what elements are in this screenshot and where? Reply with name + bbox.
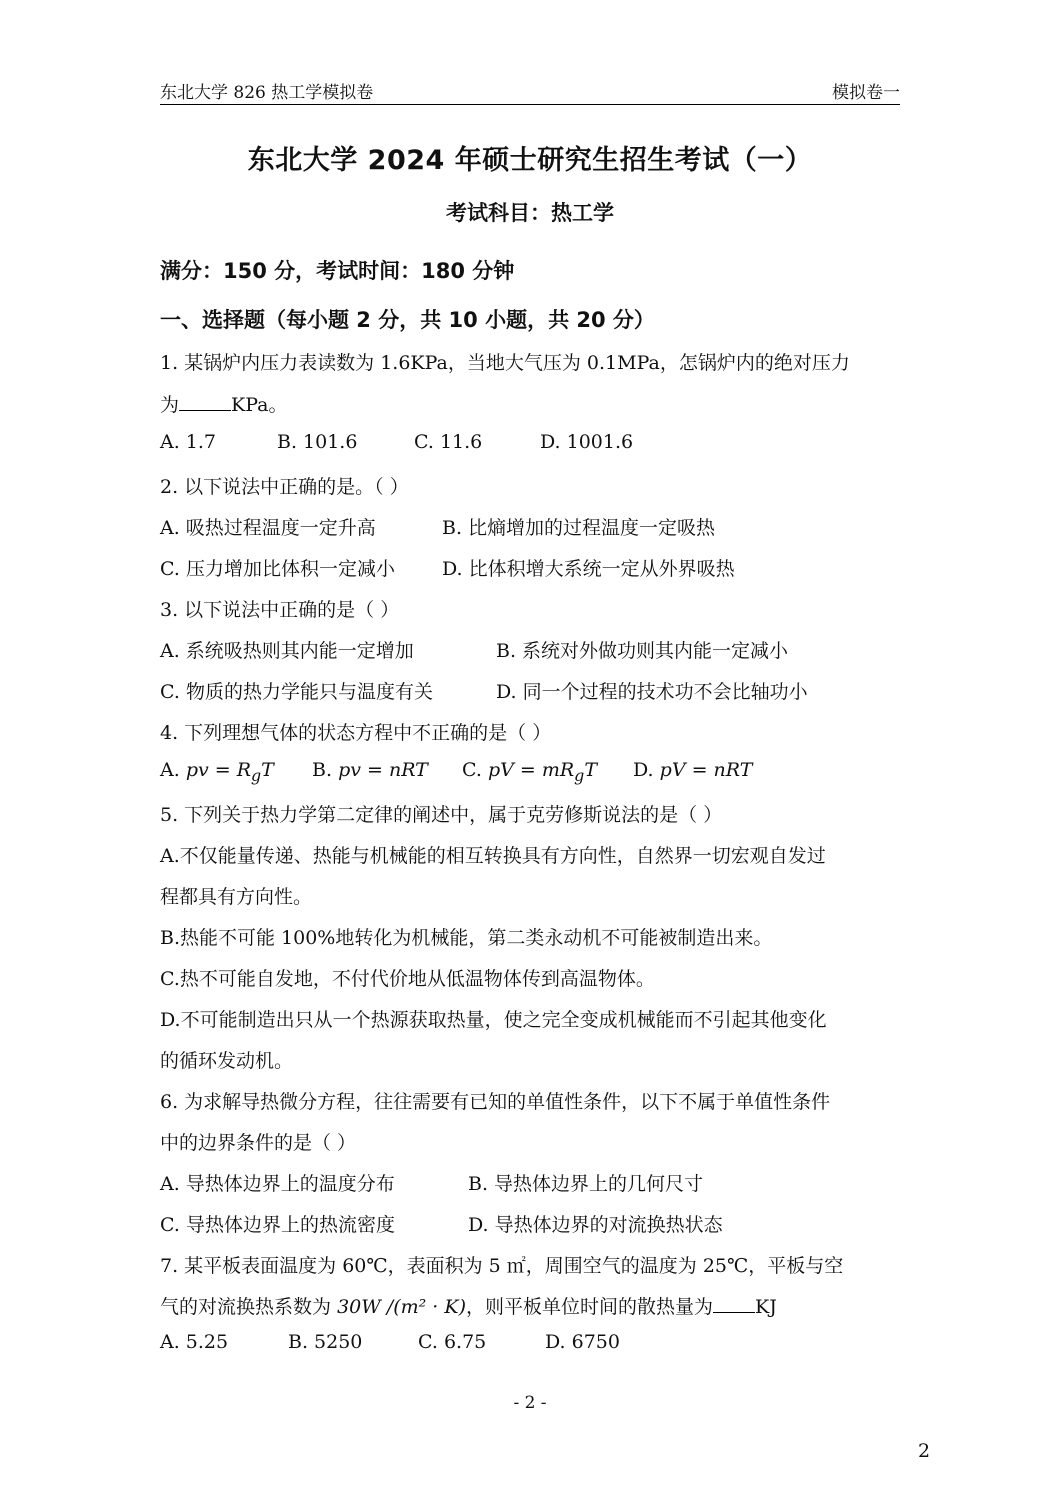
q1-stem-line2 (160, 390, 287, 417)
page-number: 2 (918, 1440, 931, 1462)
q7-option-a: A. 5.25 (160, 1331, 229, 1353)
q5-option-d-line2: 的循环发动机。 (160, 1050, 294, 1072)
q5-option-a-line2: 程都具有方向性。 (160, 886, 313, 908)
q6-option-c: C. 导热体边界上的热流密度 (160, 1214, 395, 1236)
q7-option-c: C. 6.75 (418, 1331, 487, 1353)
q7-stem-line1: 7. 某平板表面温度为 60℃，表面积为 5 ㎡，周围空气的温度为 25℃，平板与空 (160, 1255, 844, 1277)
q3-stem: 3. 以下说法中正确的是（ ） (160, 599, 400, 621)
q2-option-a: A. 吸热过程温度一定升高 (160, 517, 376, 539)
page-footer: - 2 - (513, 1393, 547, 1413)
exam-title: 东北大学 2024 年硕士研究生招生考试（一） (247, 145, 813, 176)
q4-stem: 4. 下列理想气体的状态方程中不正确的是（ ） (160, 722, 552, 744)
score-time: 满分：150 分，考试时间：180 分钟 (160, 259, 515, 283)
page-header (160, 76, 900, 105)
q4-option-c-tail: T (584, 759, 597, 781)
q7-answer-blank (713, 1294, 755, 1313)
q6-option-b: B. 导热体边界上的几何尺寸 (468, 1173, 704, 1195)
q1-option-c: C. 11.6 (414, 431, 483, 453)
q4-option-b: B. pv = nRT (312, 759, 428, 781)
q7-option-d: D. 6750 (545, 1331, 620, 1353)
q4-option-a-tail: T (261, 759, 274, 781)
q7-unit-formula: 30W /(m² · K) (337, 1296, 466, 1318)
q1-option-a: A. 1.7 (160, 431, 217, 453)
q4-option-b-lhs: pv (338, 759, 361, 781)
q7-stem-post: KJ (755, 1296, 777, 1318)
q7-option-b: B. 5250 (288, 1331, 363, 1353)
q1-stem-post: KPa。 (231, 394, 288, 416)
q4-option-c-label: C. (462, 759, 482, 781)
q5-stem: 5. 下列关于热力学第二定律的阐述中，属于克劳修斯说法的是（ ） (160, 804, 723, 826)
q7-stem-line2 (160, 1292, 777, 1319)
q3-option-b: B. 系统对外做功则其内能一定减小 (496, 640, 789, 662)
q4-option-d-rhs: nRT (713, 759, 753, 781)
q1-option-b: B. 101.6 (277, 431, 358, 453)
q2-option-d: D. 比体积增大系统一定从外界吸热 (442, 558, 735, 580)
q7-stem-pre: 气的对流换热系数为 (160, 1296, 332, 1318)
q1-stem-line1: 1. 某锅炉内压力表读数为 1.6KPa，当地大气压为 0.1MPa，怎锅炉内的绝对压力 (160, 352, 850, 374)
header-left: 东北大学 826 热工学模拟卷 (160, 83, 374, 103)
q4-option-c-rhs: mR (541, 759, 575, 781)
q3-option-d: D. 同一个过程的技术功不会比轴功小 (496, 681, 808, 703)
q6-stem-line2: 中的边界条件的是（ ） (160, 1132, 357, 1154)
section-heading: 一、选择题（每小题 2 分，共 10 小题，共 20 分） (160, 308, 655, 332)
q4-option-d-lhs: pV (659, 759, 686, 781)
q1-option-d: D. 1001.6 (540, 431, 634, 453)
q4-option-a-rhs: R (236, 759, 252, 781)
q4-option-d-label: D. (633, 759, 654, 781)
q4-option-b-label: B. (312, 759, 333, 781)
q4-option-a: A. pv = $R_gT$ (160, 759, 274, 785)
q4-option-c: C. pV = $mR_gT$ (462, 759, 597, 785)
header-right: 模拟卷一 (832, 83, 900, 103)
q5-option-a-line1: A.不仅能量传递、热能与机械能的相互转换具有方向性，自然界一切宏观自发过 (160, 845, 826, 867)
q6-option-a: A. 导热体边界上的温度分布 (160, 1173, 395, 1195)
q3-option-a: A. 系统吸热则其内能一定增加 (160, 640, 414, 662)
q5-option-d-line1: D.不可能制造出只从一个热源获取热量，使之完全变成机械能而不引起其他变化 (160, 1009, 827, 1031)
q4-option-d: D. pV = nRT (633, 759, 753, 781)
q4-option-a-lhs: pv (185, 759, 209, 781)
q6-option-d: D. 导热体边界的对流换热状态 (468, 1214, 723, 1236)
q2-option-b: B. 比熵增加的过程温度一定吸热 (442, 517, 716, 539)
q7-stem-mid: ，则平板单位时间的散热量为 (465, 1296, 713, 1318)
q6-stem-line1: 6. 为求解导热微分方程，往往需要有已知的单值性条件，以下不属于单值性条件 (160, 1091, 831, 1113)
q1-stem-pre: 为 (160, 394, 180, 416)
q5-option-c: C.热不可能自发地，不付代价地从低温物体传到高温物体。 (160, 968, 655, 990)
q3-option-c: C. 物质的热力学能只与温度有关 (160, 681, 433, 703)
q4-option-a-label: A. (160, 759, 180, 781)
q4-option-a-sub: g (251, 765, 262, 785)
q4-option-b-rhs: nRT (388, 759, 428, 781)
q4-option-c-lhs: pV (487, 759, 514, 781)
q5-option-b: B.热能不可能 100%地转化为机械能，第二类永动机不可能被制造出来。 (160, 927, 773, 949)
q1-answer-blank (179, 392, 231, 411)
exam-subject: 考试科目：热工学 (446, 201, 614, 225)
q4-option-c-sub: g (574, 765, 585, 785)
q2-stem: 2. 以下说法中正确的是。（ ） (160, 476, 409, 498)
q2-option-c: C. 压力增加比体积一定减小 (160, 558, 395, 580)
